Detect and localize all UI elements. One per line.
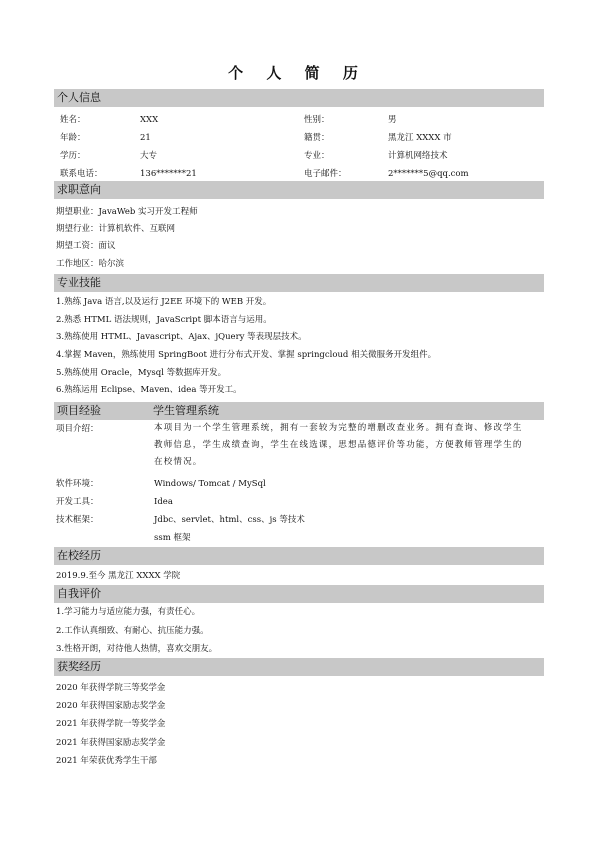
tech-value-2: ssm 框架 xyxy=(154,533,191,543)
email-value: 2*******5@qq.com xyxy=(388,169,469,179)
list-item: 2.工作认真细致、有耐心、抗压能力强。 xyxy=(56,626,209,636)
env-label: 软件环境： xyxy=(56,479,99,489)
list-item: 2.熟悉 HTML 语法规则，JavaScript 脚本语言与运用。 xyxy=(56,315,272,325)
major-value: 计算机网络技术 xyxy=(388,151,448,161)
section-title: 项目经验 xyxy=(57,404,101,417)
section-title: 专业技能 xyxy=(57,276,101,289)
list-item: 2021 年获得学院一等奖学金 xyxy=(56,719,166,729)
name-value: XXX xyxy=(140,115,159,125)
page-title: 个 人 简 历 xyxy=(228,64,367,82)
list-item: 3.性格开朗，对待他人热情，喜欢交朋友。 xyxy=(56,644,218,654)
list-item: 工作地区：哈尔滨 xyxy=(56,259,125,269)
section-title: 自我评价 xyxy=(57,587,101,600)
edu-value: 大专 xyxy=(140,151,158,161)
section-header-project xyxy=(54,402,544,420)
section-title: 个人信息 xyxy=(57,91,101,104)
major-label: 专业： xyxy=(304,151,330,161)
section-header-personal xyxy=(54,89,544,107)
age-value: 21 xyxy=(140,133,151,143)
tools-label: 开发工具： xyxy=(56,497,99,507)
list-item: 期望行业：计算机软件、互联网 xyxy=(56,224,176,234)
section-title: 在校经历 xyxy=(57,549,101,562)
list-item: 2020 年获得学院三等奖学金 xyxy=(56,683,166,693)
section-header-school xyxy=(54,547,544,565)
list-item: 2019.9.至今 黑龙江 XXXX 学院 xyxy=(56,571,181,581)
origin-label: 籍贯： xyxy=(304,133,330,143)
list-item: 6.熟练运用 Eclipse、Maven、idea 等开发工。 xyxy=(56,385,242,395)
list-item: 5.熟练使用 Oracle，Mysql 等数据库开发。 xyxy=(56,368,227,378)
phone-label: 联系电话： xyxy=(60,169,103,179)
section-header-self xyxy=(54,585,544,603)
list-item: 1.学习能力与适应能力强，有责任心。 xyxy=(56,607,201,617)
section-title: 求职意向 xyxy=(57,183,101,196)
env-value: Windows/ Tomcat / MySql xyxy=(154,479,266,489)
edu-label: 学历： xyxy=(60,151,86,161)
section-title: 获奖经历 xyxy=(57,660,101,673)
list-item: 3.熟练使用 HTML、Javascript、Ajax、jQuery 等表现层技术。 xyxy=(56,332,307,342)
tech-value: Jdbc、servlet、html、css、js 等技术 xyxy=(154,515,305,525)
email-label: 电子邮件： xyxy=(304,169,347,179)
project-intro: 本项目为一个学生管理系统，拥有一套较为完整的增删改查业务。拥有查询、修改学生教师信息，学生成绩查询，学生在线选课，思想品德评价等功能，方便教师管理学生的在校情况。 xyxy=(154,423,523,467)
list-item: 2021 年荣获优秀学生干部 xyxy=(56,756,157,766)
name-label: 姓名： xyxy=(60,115,86,125)
list-item: 2020 年获得国家励志奖学金 xyxy=(56,701,166,711)
origin-value: 黑龙江 XXXX 市 xyxy=(388,133,452,143)
phone-value: 136*******21 xyxy=(140,169,197,179)
section-header-skills xyxy=(54,274,544,292)
list-item: 4.掌握 Maven，熟练使用 SpringBoot 进行分布式开发、掌握 springcloud 相关微服务开发组件。 xyxy=(56,350,437,360)
tools-value: Idea xyxy=(154,497,173,507)
section-header-awards xyxy=(54,658,544,676)
project-intro-label: 项目介绍： xyxy=(56,424,99,434)
gender-label: 性别： xyxy=(304,115,330,125)
age-label: 年龄： xyxy=(60,133,86,143)
list-item: 期望职业：JavaWeb 实习开发工程师 xyxy=(56,207,198,217)
gender-value: 男 xyxy=(388,115,397,125)
list-item: 2021 年获得国家励志奖学金 xyxy=(56,738,166,748)
project-name: 学生管理系统 xyxy=(153,404,219,417)
list-item: 1.熟练 Java 语言,以及运行 J2EE 环境下的 WEB 开发。 xyxy=(56,297,272,307)
section-header-intent xyxy=(54,181,544,199)
tech-label: 技术框架： xyxy=(56,515,99,525)
list-item: 期望工资：面议 xyxy=(56,241,116,251)
